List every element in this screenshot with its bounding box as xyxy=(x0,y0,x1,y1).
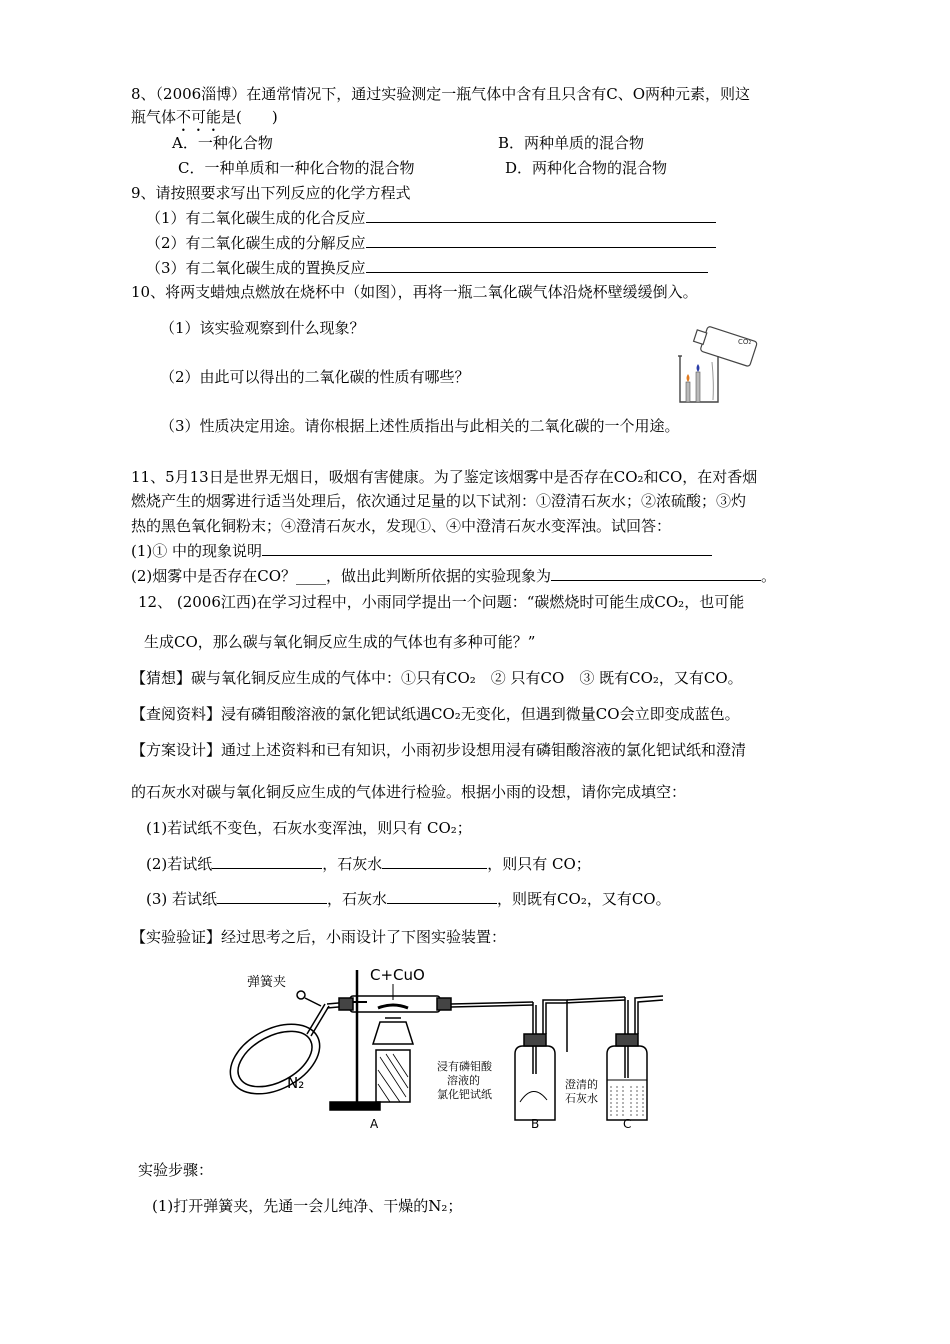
q10-sub-1: （1）该实验观察到什么现象？ xyxy=(160,319,365,337)
outlet-tube xyxy=(451,1002,533,1004)
answer-blank[interactable] xyxy=(366,258,708,273)
q12-guess: 【猜想】碳与氧化铜反应生成的气体中：①只有CO₂ ② 只有CO ③ 既有CO₂，又有CO。 xyxy=(131,669,743,687)
q8-line2-pre: 瓶气体 xyxy=(131,108,177,126)
q9-item-1 xyxy=(146,208,716,228)
q9-title: 9、请按照要求写出下列反应的化学方程式 xyxy=(131,184,411,202)
n2-label: N₂ xyxy=(287,1074,305,1092)
steps-heading: 实验步骤： xyxy=(138,1161,214,1179)
q11-line4-text: (1)① 中的现象说明 xyxy=(131,542,263,560)
lamp-cover xyxy=(373,1022,413,1044)
q9-item-2-text: （2）有二氧化碳生成的分解反应 xyxy=(146,234,366,252)
q8-line2 xyxy=(131,107,278,135)
reactants-label: C+CuO xyxy=(370,966,425,984)
q8-option-b: B．两种单质的混合物 xyxy=(498,134,645,152)
label-c: C xyxy=(623,1117,632,1131)
q11-line4 xyxy=(131,541,712,561)
stopper-left xyxy=(339,998,353,1010)
answer-blank[interactable] xyxy=(366,233,716,248)
n2-gas-bag xyxy=(219,1010,332,1108)
bottle-b xyxy=(515,1046,555,1120)
c-cuo-powder xyxy=(378,1005,408,1008)
q12-fill-3 xyxy=(146,889,671,909)
q11-line5-end: 。 xyxy=(761,567,777,585)
spring-clip-label: 弹簧夹 xyxy=(247,975,287,990)
answer-blank[interactable] xyxy=(262,541,712,556)
step-1: (1)打开弹簧夹，先通一会儿纯净、干燥的N₂； xyxy=(152,1197,463,1215)
q11-line1: 11、5月13日是世界无烟日，吸烟有害健康。为了鉴定该烟雾中是否存在CO₂和CO，在对香烟 xyxy=(131,468,758,486)
q12-fill-3-a: (3) 若试纸 xyxy=(146,890,218,908)
q12-fill-1: (1)若试纸不变色，石灰水变浑浊，则只有 CO₂； xyxy=(146,819,472,837)
q12-info: 【查阅资料】浸有磷钼酸溶液的氯化钯试纸遇CO₂无变化，但遇到微量CO会立即变成蓝色。 xyxy=(131,705,740,723)
q8-emphasis: 不可能 xyxy=(176,108,222,126)
q10-sub-2: （2）由此可以得出的二氧化碳的性质有哪些？ xyxy=(160,368,470,386)
q12-fill-3-b: ，石灰水 xyxy=(327,890,388,908)
answer-blank[interactable] xyxy=(387,889,497,904)
q12-fill-2-c: ，则只有 CO； xyxy=(487,855,591,873)
q12-line2: 生成CO，那么碳与氧化铜反应生成的气体也有多种可能？” xyxy=(144,633,536,651)
q8-line1: 8、（2006淄博）在通常情况下，通过实验测定一瓶气体中含有且只含有C、O两种元素，则这 xyxy=(131,85,750,103)
q8-option-c: C．一种单质和一种化合物的混合物 xyxy=(178,159,415,177)
lime-label-2: 石灰水 xyxy=(565,1092,598,1105)
iron-stand-base xyxy=(330,1102,380,1110)
q8-line2-post: 是( ) xyxy=(221,108,278,126)
q9-item-2 xyxy=(146,233,716,253)
answer-blank[interactable] xyxy=(212,854,322,869)
q10-title: 10、将两支蜡烛点燃放在烧杯中（如图），再将一瓶二氧化碳气体沿烧杯壁缓缓倒入。 xyxy=(131,283,698,301)
lime-label-1: 澄清的 xyxy=(565,1078,598,1091)
apparatus-diagram xyxy=(215,962,675,1137)
answer-blank[interactable] xyxy=(382,854,487,869)
paper-label-1: 浸有磷钼酸 xyxy=(437,1060,492,1073)
bottle-c-stopper xyxy=(616,1034,638,1046)
q9-item-3 xyxy=(146,258,708,278)
label-b: B xyxy=(531,1117,540,1131)
paper-label-3: 氯化钯试纸 xyxy=(437,1088,492,1101)
rubber-tube xyxy=(307,1004,325,1034)
q12-design-2: 的石灰水对碳与氧化铜反应生成的气体进行检验。根据小雨的设想，请你完成填空： xyxy=(131,783,687,801)
candle-short xyxy=(686,382,690,402)
spring-clip xyxy=(297,991,305,999)
q8-option-d: D．两种化合物的混合物 xyxy=(505,159,668,177)
q12-design-1: 【方案设计】通过上述资料和已有知识，小雨初步设想用浸有磷钼酸溶液的氯化钯试纸和澄清 xyxy=(131,741,747,759)
answer-blank[interactable] xyxy=(551,566,761,581)
q11-line5 xyxy=(131,566,776,586)
paper-label-2: 溶液的 xyxy=(447,1074,480,1087)
answer-blank[interactable] xyxy=(366,208,716,223)
label-a: A xyxy=(370,1117,379,1131)
q11-line2: 燃烧产生的烟雾进行适当处理后，依次通过足量的以下试剂：①澄清石灰水；②浓硫酸；③灼 xyxy=(131,492,747,510)
q12-fill-3-c: ，则既有CO₂，又有CO。 xyxy=(497,890,671,908)
q8-option-a: A．一种化合物 xyxy=(172,134,273,152)
q12-verify: 【实验验证】经过思考之后，小雨设计了下图实验装置： xyxy=(131,928,507,946)
q12-fill-2 xyxy=(146,854,591,874)
q12-fill-2-b: ，石灰水 xyxy=(322,855,383,873)
q12-line1: 12、 (2006江西)在学习过程中，小雨同学提出一个问题：“碳燃烧时可能生成CO₂，也可能 xyxy=(138,593,745,611)
q10-sub-3: （3）性质决定用途。请你根据上述性质指出与此相关的二氧化碳的一个用途。 xyxy=(160,417,680,435)
q9-item-3-text: （3）有二氧化碳生成的置换反应 xyxy=(146,259,366,277)
q11-line3: 热的黑色氧化铜粉末；④澄清石灰水，发现①、④中澄清石灰水变浑浊。试回答： xyxy=(131,517,672,535)
alcohol-lamp xyxy=(376,1050,410,1102)
bottle-b-stopper xyxy=(524,1034,546,1046)
q9-item-1-text: （1）有二氧化碳生成的化合反应 xyxy=(146,209,366,227)
co2-label: CO₂ xyxy=(738,338,752,346)
bottle-c xyxy=(607,1046,647,1120)
stopper-right xyxy=(437,998,451,1010)
q11-line5-text: (2)烟雾中是否存在CO？____，做出此判断所依据的实验现象为 xyxy=(131,567,552,585)
q12-fill-2-a: (2)若试纸 xyxy=(146,855,213,873)
co2-pouring-figure xyxy=(668,322,768,408)
test-paper xyxy=(520,1091,547,1102)
candle-tall xyxy=(696,372,700,402)
answer-blank[interactable] xyxy=(217,889,327,904)
